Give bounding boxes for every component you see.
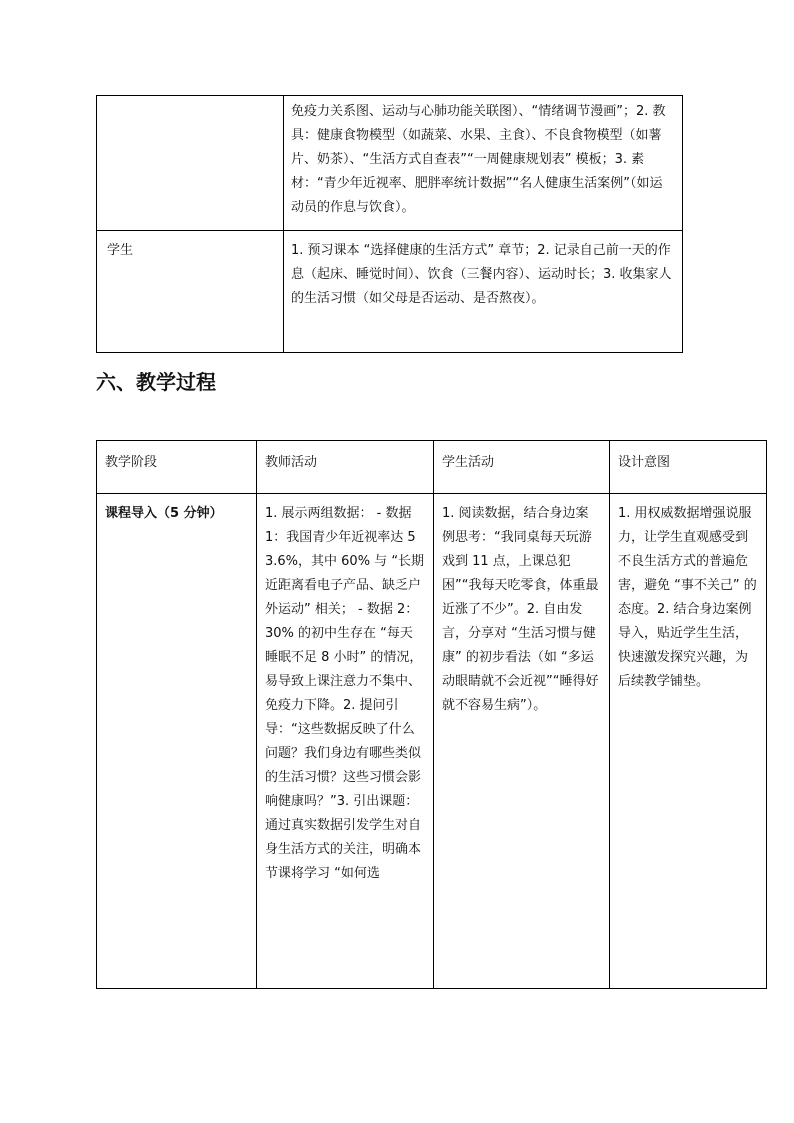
header-teacher-activity: 教师活动 xyxy=(257,441,434,494)
table-row xyxy=(97,231,683,353)
table-row xyxy=(97,96,683,231)
stage-cell: 课程导入（5 分钟） xyxy=(97,494,257,989)
student-preparation-cell: 1. 预习课本 “选择健康的生活方式” 章节；2. 记录自己前一天的作息（起床、睡觉时间）、饮食（三餐内容）、运动时长；3. 收集家人的生活习惯（如父母是否运动、是否熬夜）。 xyxy=(284,231,683,353)
header-design-intent: 设计意图 xyxy=(610,441,767,494)
teaching-process-table xyxy=(96,440,767,989)
teacher-resources-cell: 免疫力关系图、运动与心肺功能关联图）、“情绪调节漫画”；2. 教具：健康食物模型（如蔬菜、水果、主食）、不良食物模型（如薯片、奶茶）、“生活方式自查表”“一周健康规划表” 模板；3. 素材：“青少年近视率、肥胖率统计数据”“名人健康生活案例”（如运动员的作息与饮食）。 xyxy=(284,96,683,231)
header-stage: 教学阶段 xyxy=(97,441,257,494)
row-label-student: 学生 xyxy=(97,231,284,353)
section-heading-teaching-process: 六、教学过程 xyxy=(96,370,216,394)
header-student-activity: 学生活动 xyxy=(434,441,610,494)
table-header-row xyxy=(97,441,767,494)
student-activity-cell: 1. 阅读数据，结合身边案例思考：“我同桌每天玩游戏到 11 点，上课总犯困”“我每天吃零食，体重最近涨了不少”。2. 自由发言，分享对 “生活习惯与健康” 的初步看法（如 “多运动眼睛就不会近视”“睡得好就不容易生病”）。 xyxy=(434,494,610,989)
teacher-activity-cell: 1. 展示两组数据： - 数据 1：我国青少年近视率达 53.6%，其中 60% 与 “长期近距离看电子产品、缺乏户外运动” 相关； - 数据 2：30% 的初中生存在 “每天睡眠不足 8 小时” 的情况，易导致上课注意力不集中、免疫力下降。2. 提问引导：“这些数据反映了什么问题？我们身边有哪些类似的生活习惯？这些习惯会影响健康吗？”3. 引出课题：通过真实数据引发学生对自身生活方式的关注，明确本节课将学习 “如何选 xyxy=(257,494,434,989)
design-intent-cell: 1. 用权威数据增强说服力，让学生直观感受到不良生活方式的普遍危害，避免 “事不关己” 的态度。2. 结合身边案例导入，贴近学生生活，快速激发探究兴趣，为后续教学铺垫。 xyxy=(610,494,767,989)
teaching-resources-table xyxy=(96,95,683,353)
table-row xyxy=(97,494,767,989)
row-label-cell xyxy=(97,96,284,231)
